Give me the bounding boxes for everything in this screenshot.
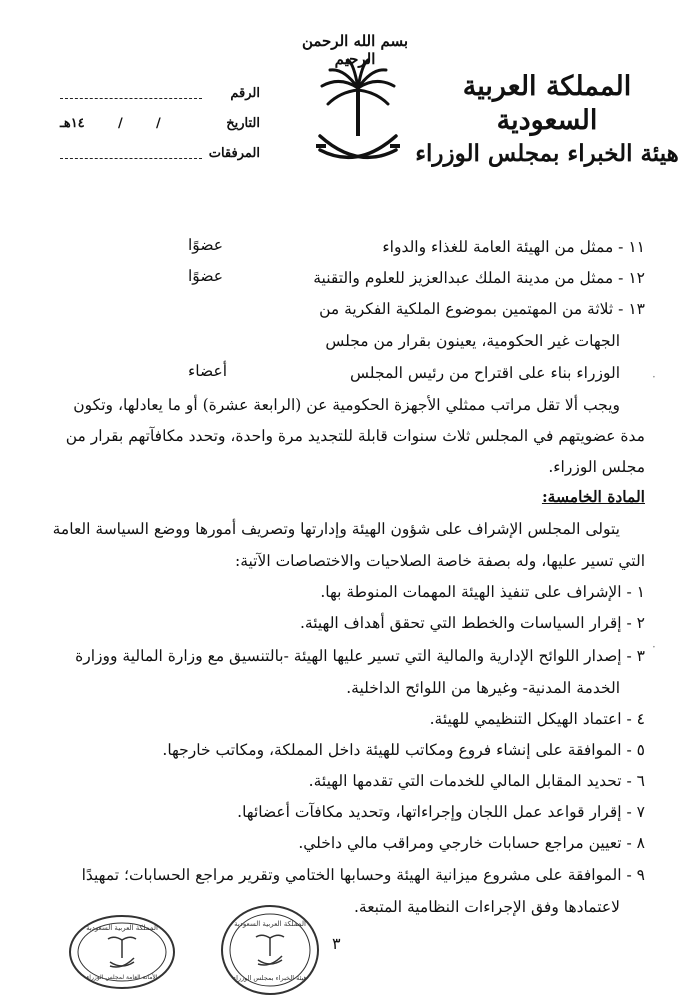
power-item: ٤ - اعتماد الهيكل التنظيمي للهيئة. <box>429 710 645 728</box>
power-item: ٣ - إصدار اللوائح الإدارية والمالية التي تسير عليها الهيئة -بالتنسيق مع وزارة المالية ووزارة <box>75 647 645 665</box>
margin-mark: · <box>652 640 656 654</box>
date-value <box>60 116 194 131</box>
power-item: ٧ - إقرار قواعد عمل اللجان وإجراءاتها، وتحديد مكافآت أعضائها. <box>237 803 645 821</box>
date-separator: / <box>155 116 161 131</box>
reference-line <box>60 98 202 99</box>
power-item: ٢ - إقرار السياسات والخطط التي تحقق أهداف الهيئة. <box>299 614 645 632</box>
member-item: ١١ - ممثل من الهيئة العامة للغذاء والدواء <box>382 238 645 256</box>
basmala: بسم الله الرحمن الرحيم <box>301 32 409 68</box>
date-year: ١٤هـ <box>60 116 85 131</box>
member-role: عضوًا <box>188 236 224 254</box>
power-item-cont: لاعتمادها وفق الإجراءات النظامية المتبعة. <box>353 898 620 916</box>
saudi-emblem-icon <box>310 58 406 170</box>
reference-label: الرقم <box>230 86 260 101</box>
stamp-left-top-text: المملكة العربية السعودية <box>86 924 158 932</box>
power-item: ٩ - الموافقة على مشروع ميزانية الهيئة وحسابها الختامي وتقرير مراجع الحسابات؛ تمهيدًا <box>81 866 645 884</box>
power-item: ٦ - تحديد المقابل المالي للخدمات التي تقدمها الهيئة. <box>308 772 645 790</box>
date-separator: / <box>117 116 123 131</box>
page-number: ٣ <box>332 934 341 953</box>
kingdom-name: المملكة العربية السعودية <box>462 71 632 136</box>
paragraph-line: مدة عضويتهم في المجلس ثلاث سنوات قابلة للتجديد مرة واحدة، وتحدد مكافآتهم بقرار من <box>65 427 645 445</box>
attachments-row <box>60 146 260 176</box>
authority-name: هيئة الخبراء بمجلس الوزراء <box>415 140 679 167</box>
article-intro-line: التي تسير عليها، وله بصفة خاصة الصلاحيات والاختصاصات الآتية: <box>234 552 645 570</box>
member-role: أعضاء <box>188 362 228 380</box>
stamp-middle-top-text: المملكة العربية السعودية <box>234 920 306 928</box>
letterhead-title <box>412 70 682 170</box>
paragraph-line: ويجب ألا تقل مراتب ممثلي الأجهزة الحكومية عن (الرابعة عشرة) أو ما يعادلها، وتكون <box>73 396 620 414</box>
stamp-general-secretariat <box>68 914 176 990</box>
date-row <box>60 116 260 146</box>
reference-row <box>60 86 260 116</box>
attachments-line <box>60 158 202 159</box>
stamp-left-bottom-text: الأمانة العامة لمجلس الوزراء <box>86 974 158 981</box>
member-item-cont: الوزراء بناء على اقتراح من رئيس المجلس <box>350 364 620 382</box>
power-item: ٥ - الموافقة على إنشاء فروع ومكاتب للهيئة داخل المملكة، ومكاتب خارجها. <box>162 741 645 759</box>
member-item: ١٣ - ثلاثة من المهتمين بموضوع الملكية الفكرية من <box>319 300 645 318</box>
date-label: التاريخ <box>226 116 260 131</box>
article-intro-line: يتولى المجلس الإشراف على شؤون الهيئة وإدارتها وتصريف أمورها ووضع السياسة العامة <box>52 520 620 538</box>
margin-mark: · <box>652 370 656 384</box>
power-item: ٨ - تعيين مراجع حسابات خارجي ومراقب مالي داخلي. <box>298 834 645 852</box>
article-heading: المادة الخامسة: <box>541 487 645 506</box>
stamp-middle-bottom-text: هيئة الخبراء بمجلس الوزراء <box>233 974 307 982</box>
attachments-label: المرفقات <box>208 146 260 161</box>
member-item-cont: الجهات غير الحكومية، يعينون بقرار من مجلس <box>325 332 620 350</box>
member-role: عضوًا <box>188 267 224 285</box>
paragraph-line: مجلس الوزراء. <box>548 458 645 476</box>
power-item-cont: الخدمة المدنية- وغيرها من اللوائح الداخلية. <box>346 679 620 697</box>
power-item: ١ - الإشراف على تنفيذ الهيئة المهمات المنوطة بها. <box>320 583 645 601</box>
letter-meta <box>60 86 260 176</box>
stamp-experts-commission <box>220 904 320 996</box>
member-item: ١٢ - ممثل من مدينة الملك عبدالعزيز للعلوم والتقنية <box>313 269 645 287</box>
